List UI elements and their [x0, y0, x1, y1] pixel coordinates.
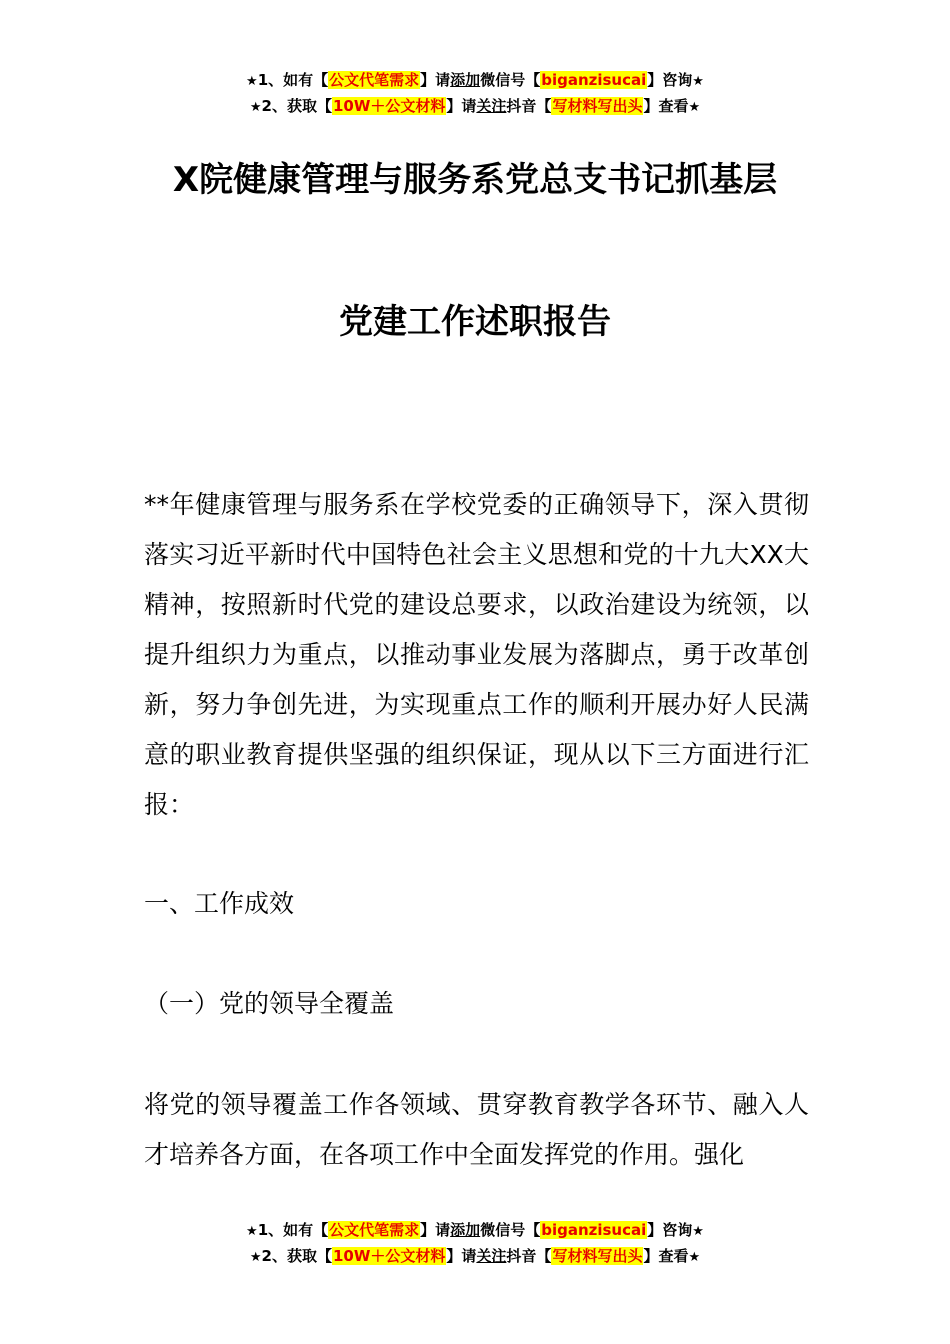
promo-text: 】请	[420, 1221, 451, 1239]
star-icon: ★	[246, 1224, 258, 1239]
intro-paragraph	[144, 480, 809, 830]
document-title-line-1: X院健康管理与服务系党总支书记抓基层	[172, 160, 778, 200]
promo-text: 】请	[420, 71, 451, 89]
promo-banner-top	[0, 68, 950, 120]
promo-text: 抖音【	[506, 1247, 552, 1265]
promo-text: 】咨询	[647, 71, 693, 89]
promo-text: 】查看	[643, 1247, 689, 1265]
star-icon: ★	[249, 100, 262, 115]
promo-line-2	[0, 1244, 950, 1270]
promo-text: 】查看	[643, 97, 689, 115]
star-icon: ★	[249, 1250, 262, 1265]
star-icon: ★	[688, 1250, 701, 1265]
intro-text: **年健康管理与服务系在学校党委的正确领导下，深入贯彻落实习近平新时代中国特色社会主义思想和党的十九大XX大精神，按照新时代党的建设总要求，以政治建设为统领，以提升组织力为重点，以推动事业发展为落脚点，勇于改革创新，努力争创先进，为实现重点工作的顺利开展办好人民满意的职业教育提供坚强的组织保证，现从以下三方面进行汇报：	[144, 490, 809, 819]
promo-line-2	[0, 94, 950, 120]
promo-underline: 关注	[476, 97, 507, 115]
promo-underline: 添加	[450, 71, 481, 89]
promo-underline: 关注	[476, 1247, 507, 1265]
promo-highlight-douyin: 写材料写出头	[552, 1247, 643, 1265]
promo-line-1	[0, 68, 950, 94]
para2-text: 将党的领导覆盖工作各领域、贯穿教育教学各环节、融入人才培养各方面，在各项工作中全面发挥党的作用。强化	[144, 1090, 809, 1169]
document-title-line-2: 党建工作述职报告	[339, 302, 611, 342]
promo-text: 抖音【	[506, 97, 552, 115]
promo-text: 】请	[446, 97, 477, 115]
promo-text: 】咨询	[647, 1221, 693, 1239]
body-paragraph-2	[144, 1080, 809, 1180]
star-icon: ★	[688, 100, 701, 115]
promo-text: 】请	[446, 1247, 477, 1265]
star-icon: ★	[246, 74, 258, 89]
promo-highlight: 公文代笔需求	[329, 1221, 420, 1239]
section-heading-1: 一、工作成效	[144, 889, 295, 918]
star-icon: ★	[692, 1224, 704, 1239]
promo-banner-bottom	[0, 1218, 950, 1270]
promo-text: 2、获取【	[261, 97, 332, 115]
promo-text: 微信号【	[480, 1221, 541, 1239]
subsection-heading-1: （一）党的领导全覆盖	[144, 989, 395, 1018]
promo-line-1	[0, 1218, 950, 1244]
promo-highlight: 公文代笔需求	[329, 71, 420, 89]
promo-underline: 添加	[450, 1221, 481, 1239]
promo-highlight-wechat: biganzisucai	[541, 71, 647, 89]
star-icon: ★	[692, 74, 704, 89]
promo-highlight: 10W＋公文材料	[332, 1247, 446, 1265]
promo-highlight-douyin: 写材料写出头	[552, 97, 643, 115]
promo-highlight: 10W＋公文材料	[332, 97, 446, 115]
promo-text: 2、获取【	[261, 1247, 332, 1265]
promo-highlight-wechat: biganzisucai	[541, 1221, 647, 1239]
promo-text: 微信号【	[480, 71, 541, 89]
promo-text: 1、如有【	[257, 1221, 329, 1239]
promo-text: 1、如有【	[257, 71, 329, 89]
